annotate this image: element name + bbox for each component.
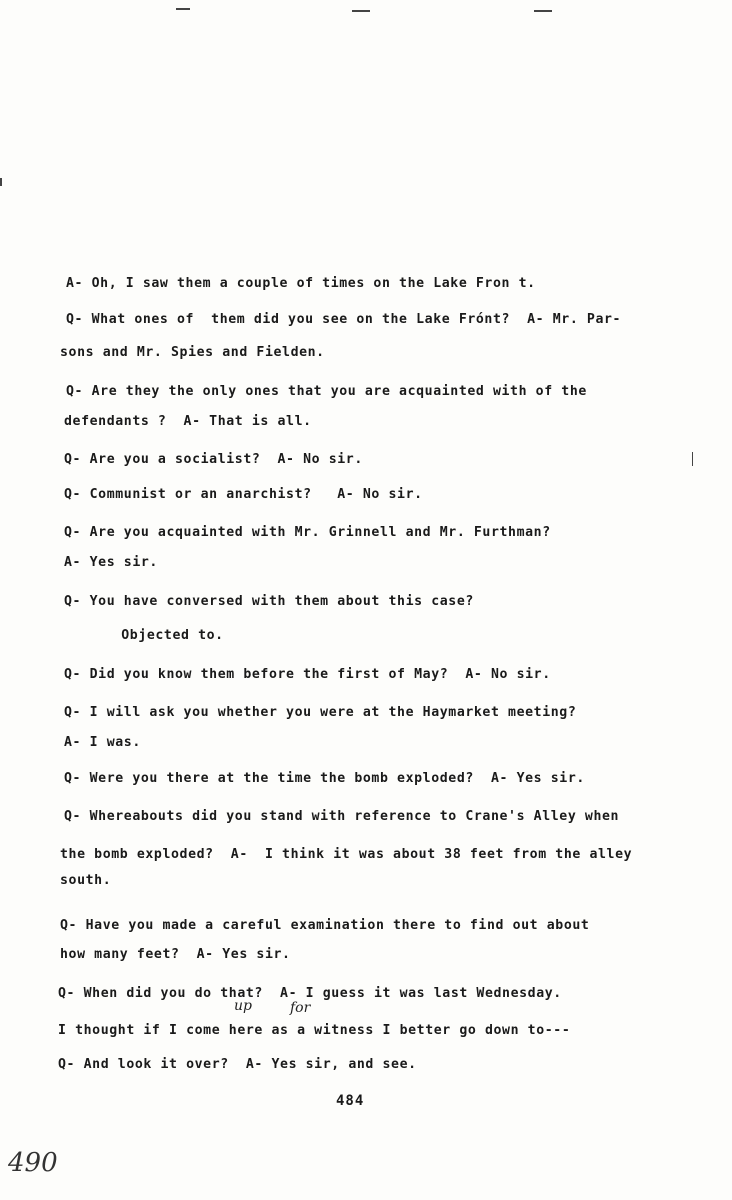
transcript-line: sons and Mr. Spies and Fielden. xyxy=(60,345,325,360)
transcript-line: Q- You have conversed with them about this case? xyxy=(64,594,474,609)
transcript-line: Q- Whereabouts did you stand with reference to Crane's Alley when xyxy=(64,809,620,824)
transcript-line: Q- Did you know them before the first of May? A- No sir. xyxy=(64,667,551,682)
scan-mark-left-edge xyxy=(0,178,2,186)
handwritten-insertion-up: up xyxy=(234,998,252,1014)
handwritten-folio-number: 490 xyxy=(8,1148,58,1178)
transcript-line: Q- When did you do that? A- I guess it was last Wednesday. xyxy=(58,986,562,1001)
scan-mark-top-right xyxy=(534,10,552,12)
transcript-line: Q- I will ask you whether you were at the Haymarket meeting? xyxy=(64,705,577,720)
transcript-line: Q- Have you made a careful examination there to find out about xyxy=(60,918,590,933)
page-number: 484 xyxy=(336,1093,365,1109)
transcript-line: Q- Are you acquainted with Mr. Grinnell and Mr. Furthman? xyxy=(64,525,551,540)
scan-mark-right-edge xyxy=(692,452,693,466)
transcript-line: Q- Were you there at the time the bomb exploded? A- Yes sir. xyxy=(64,771,585,786)
handwritten-insertion-for: for xyxy=(290,1000,311,1016)
transcript-line: A- I was. xyxy=(64,735,141,750)
transcript-line: the bomb exploded? A- I think it was about 38 feet from the alley xyxy=(60,847,633,862)
transcript-line: Q- Are they the only ones that you are acquainted with of the xyxy=(66,384,587,399)
transcript-line: A- Oh, I saw them a couple of times on the Lake Fron t. xyxy=(66,276,536,291)
transcript-line: Q- Are you a socialist? A- No sir. xyxy=(64,452,363,467)
transcript-line: defendants ? A- That is all. xyxy=(64,414,312,429)
transcript-line: A- Yes sir. xyxy=(64,555,158,570)
transcript-line: Q- And look it over? A- Yes sir, and see. xyxy=(58,1057,417,1072)
transcript-line: I thought if I come here as a witness I better go down to--- xyxy=(58,1023,571,1038)
transcript-line: Objected to. xyxy=(70,628,224,643)
transcript-line: how many feet? A- Yes sir. xyxy=(60,947,291,962)
scan-mark-top-left xyxy=(176,8,190,10)
transcript-line: Q- Communist or an anarchist? A- No sir. xyxy=(64,487,423,502)
transcript-line: Q- What ones of them did you see on the Lake Frónt? A- Mr. Par- xyxy=(66,312,622,327)
transcript-line: south. xyxy=(60,873,112,888)
scan-mark-top-center xyxy=(352,10,370,12)
